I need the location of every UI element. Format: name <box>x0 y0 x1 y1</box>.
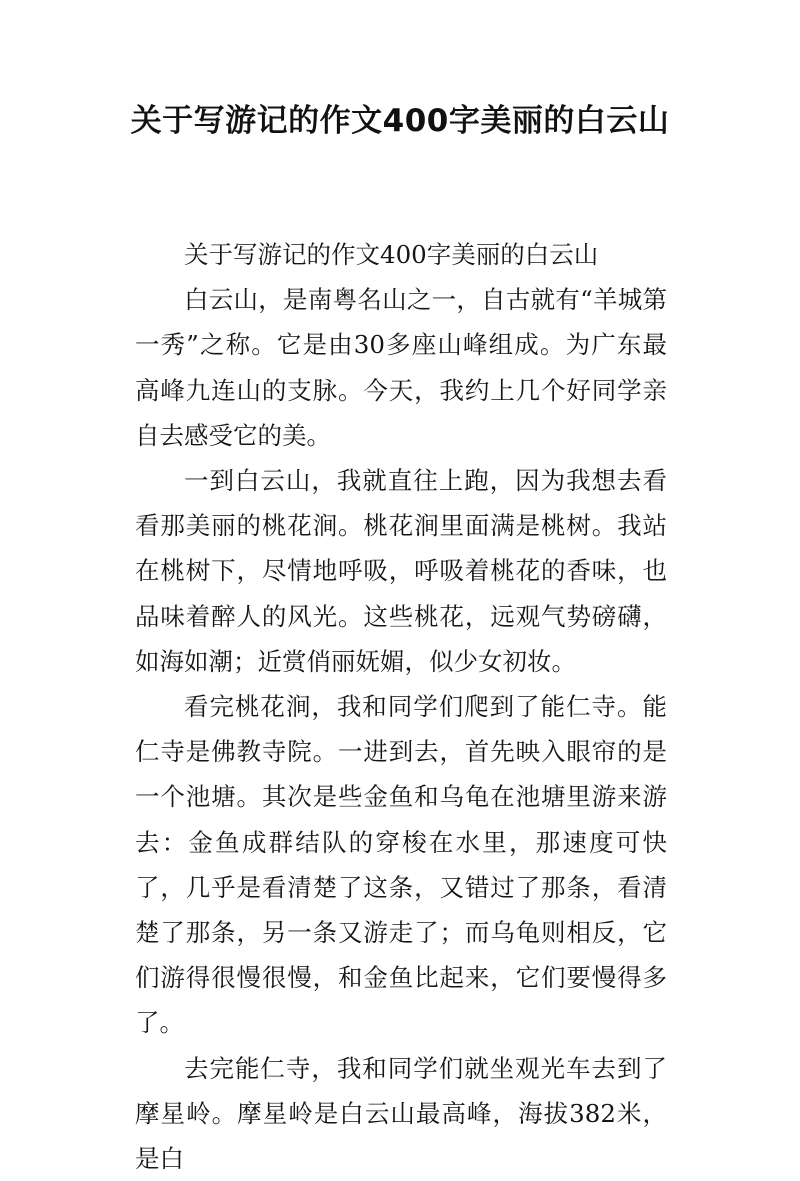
paragraph-intro: 白云山，是南粤名山之一，自古就有“羊城第一秀”之称。它是由30多座山峰组成。为广东最高峰九连山的支脉。今天，我约上几个好同学亲自去感受它的美。 <box>135 285 667 450</box>
document-title: 关于写游记的作文400字美丽的白云山 <box>130 103 670 139</box>
document-body <box>135 232 667 1181</box>
paragraph-peach-ravine: 一到白云山，我就直往上跑，因为我想去看看那美丽的桃花涧。桃花涧里面满是桃树。我站在桃树下，尽情地呼吸，呼吸着桃花的香味，也品味着醉人的风光。这些桃花，远观气势磅礴，如海如潮；近赏俏丽妩媚，似少女初妆。 <box>135 466 667 676</box>
paragraph-nengren-temple: 看完桃花涧，我和同学们爬到了能仁寺。能仁寺是佛教寺院。一进到去，首先映入眼帘的是一个池塘。其次是些金鱼和乌龟在池塘里游来游去：金鱼成群结队的穿梭在水里，那速度可快了，几乎是看清楚了这条，又错过了那条，看清楚了那条，另一条又游走了；而乌龟则相反，它们游得很慢很慢，和金鱼比起来，它们要慢得多了。 <box>135 692 667 1038</box>
paragraph-moxing-ridge: 去完能仁寺，我和同学们就坐观光车去到了摩星岭。摩星岭是白云山最高峰，海拔382米，是白 <box>135 1053 667 1174</box>
paragraph-heading-repeat: 关于写游记的作文400字美丽的白云山 <box>184 240 599 269</box>
